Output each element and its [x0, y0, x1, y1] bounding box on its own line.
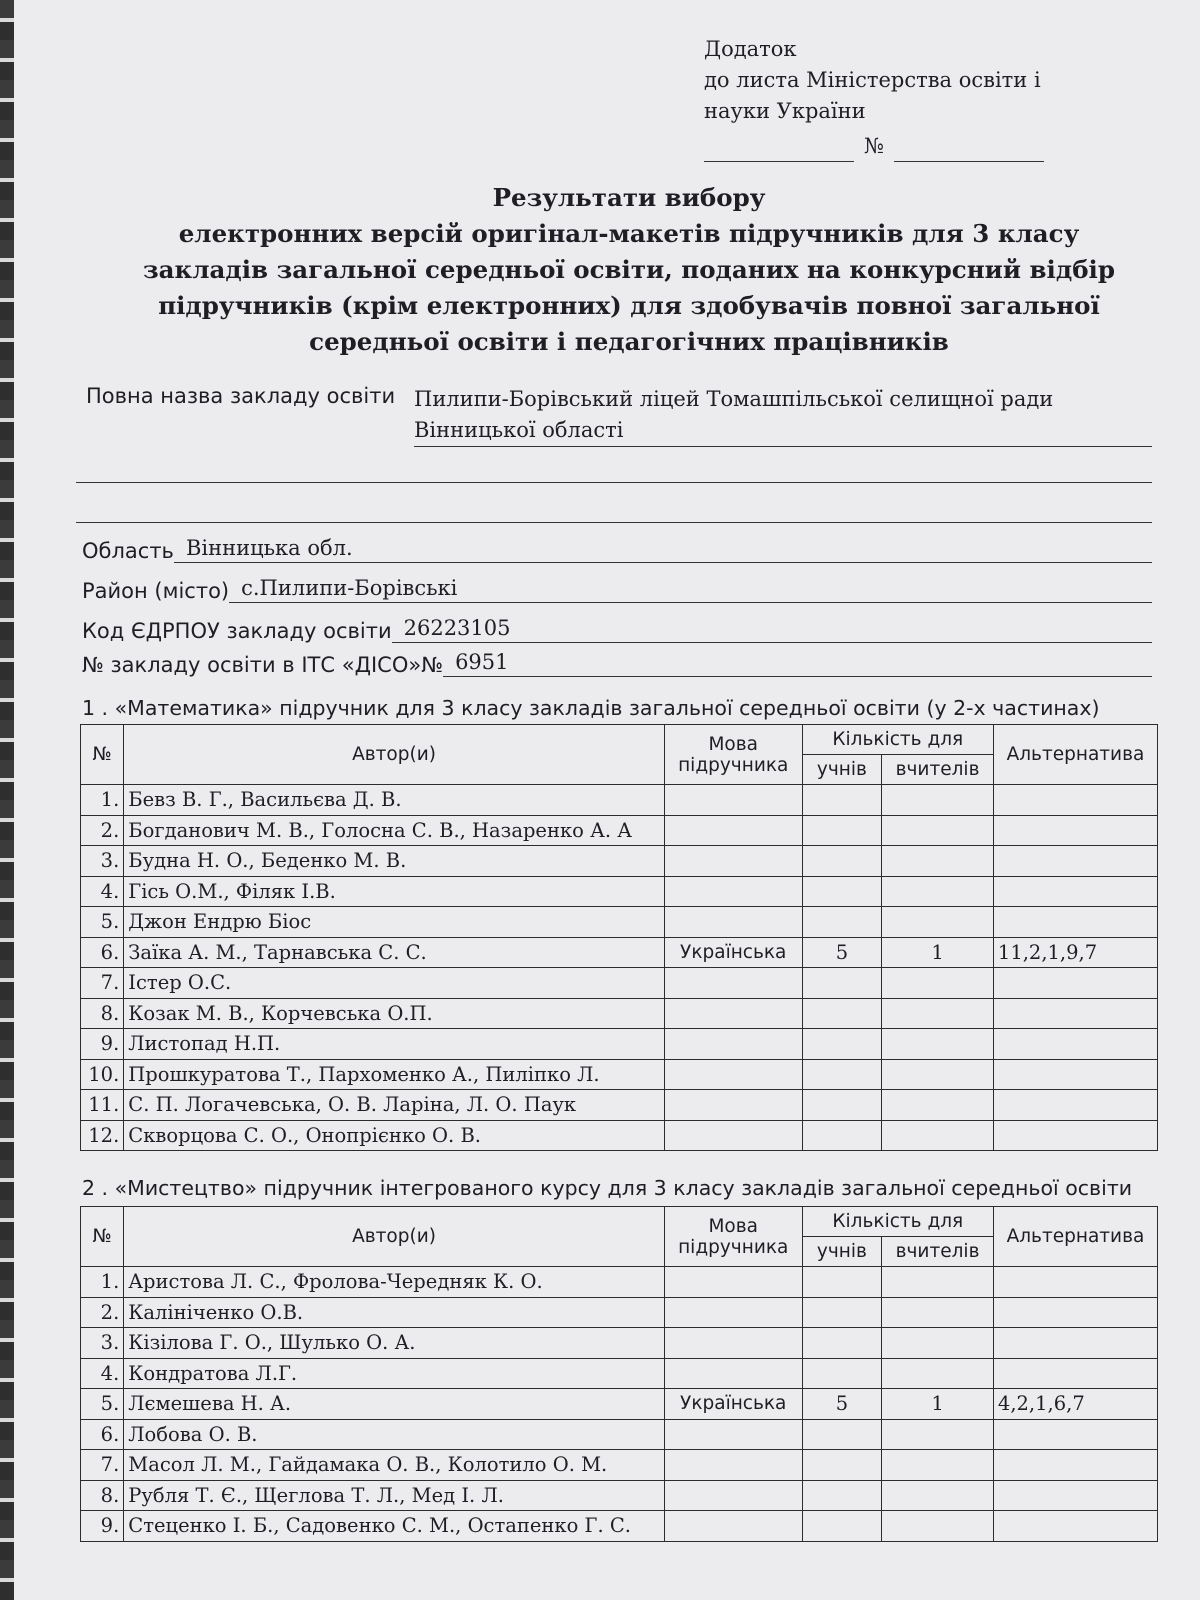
row-language: Українська [664, 1389, 802, 1420]
row-author: Лємешева Н. А. [124, 1389, 665, 1420]
row-teachers-count [882, 815, 994, 846]
row-language [664, 785, 802, 816]
col-alt-header: Альтернатива [993, 725, 1157, 785]
table-row [81, 1297, 1158, 1328]
row-number: 1. [81, 1267, 124, 1298]
row-language: Українська [664, 937, 802, 968]
row-students-count [802, 1480, 882, 1511]
row-language [664, 876, 802, 907]
row-language [664, 1358, 802, 1389]
table-row [81, 1419, 1158, 1450]
row-author: Масол Л. М., Гайдамака О. В., Колотило О. М. [124, 1450, 665, 1481]
edrpou-field [82, 614, 1152, 643]
row-teachers-count: 1 [882, 937, 994, 968]
row-author: Богданович М. В., Голосна С. В., Назаренко А. А [124, 815, 665, 846]
row-teachers-count [882, 1059, 994, 1090]
fullname-value [414, 384, 1152, 447]
art-results-table [80, 1206, 1158, 1542]
section-2-title: 2 . «Мистецтво» підручник інтегрованого курсу для 3 класу закладів загальної середньої освіти [82, 1176, 1133, 1200]
edrpou-value: 26223105 [392, 614, 1152, 643]
addendum-block [704, 34, 1044, 162]
table-row [81, 785, 1158, 816]
col-lang-header: Мова підручника [664, 725, 802, 785]
col-students-header: учнів [802, 1237, 882, 1267]
row-author: Кізілова Г. О., Шулько О. А. [124, 1328, 665, 1359]
col-author-header: Автор(и) [124, 725, 665, 785]
row-students-count: 5 [802, 1389, 882, 1420]
table-row [81, 998, 1158, 1029]
row-language [664, 1059, 802, 1090]
row-students-count [802, 1267, 882, 1298]
fullname-line-2: Вінницької області [414, 418, 624, 442]
table-row [81, 1358, 1158, 1389]
row-teachers-count [882, 1267, 994, 1298]
row-alternative [993, 1419, 1157, 1450]
row-students-count [802, 968, 882, 999]
row-students-count [802, 1358, 882, 1389]
row-students-count [802, 785, 882, 816]
row-language [664, 1267, 802, 1298]
table-row [81, 1328, 1158, 1359]
row-author: Кондратова Л.Г. [124, 1358, 665, 1389]
table-row [81, 1029, 1158, 1060]
its-value: 6951 [443, 648, 1152, 677]
row-number: 11. [81, 1090, 124, 1121]
row-language [664, 1029, 802, 1060]
row-students-count [802, 1450, 882, 1481]
row-author: Стеценко І. Б., Садовенко С. М., Остапенко Г. С. [124, 1511, 665, 1542]
addendum-line-1: Додаток [704, 37, 797, 61]
blank-line [76, 482, 1152, 483]
table-row [81, 876, 1158, 907]
row-teachers-count [882, 998, 994, 1029]
number-sign: № [864, 134, 884, 158]
row-alternative [993, 968, 1157, 999]
row-language [664, 1297, 802, 1328]
addendum-line-3: науки України [704, 99, 866, 123]
col-alt-header: Альтернатива [993, 1207, 1157, 1267]
row-number: 3. [81, 846, 124, 877]
row-author: Рубля Т. Є., Щеглова Т. Л., Мед І. Л. [124, 1480, 665, 1511]
table-row [81, 1059, 1158, 1090]
row-alternative: 11,2,1,9,7 [993, 937, 1157, 968]
row-number: 7. [81, 1450, 124, 1481]
row-number: 3. [81, 1328, 124, 1359]
table-row [81, 907, 1158, 938]
row-teachers-count [882, 876, 994, 907]
its-label: № закладу освіти в ІТС «ДІСО»№ [82, 653, 444, 677]
fullname-label: Повна назва закладу освіти [86, 384, 396, 408]
row-language [664, 846, 802, 877]
row-students-count [802, 1059, 882, 1090]
title-line-4: підручників (крім електронних) для здобувачів повної загальної [158, 291, 1100, 320]
fullname-line-1: Пилипи-Борівський ліцей Томашпільської селищної ради [414, 387, 1054, 411]
col-author-header: Автор(и) [124, 1207, 665, 1267]
row-language [664, 998, 802, 1029]
number-blank [894, 143, 1044, 162]
row-alternative [993, 1090, 1157, 1121]
blank-line [76, 522, 1152, 523]
row-teachers-count [882, 907, 994, 938]
row-number: 5. [81, 1389, 124, 1420]
row-language [664, 907, 802, 938]
row-teachers-count [882, 1358, 994, 1389]
col-teachers-header: вчителів [882, 755, 994, 785]
row-language [664, 1511, 802, 1542]
col-teachers-header: вчителів [882, 1237, 994, 1267]
document-title [94, 180, 1164, 360]
title-line-1: Результати вибору [492, 183, 766, 212]
row-number: 4. [81, 1358, 124, 1389]
row-author: Листопад Н.П. [124, 1029, 665, 1060]
table-row [81, 1090, 1158, 1121]
row-teachers-count [882, 785, 994, 816]
row-teachers-count: 1 [882, 1389, 994, 1420]
row-students-count [802, 1419, 882, 1450]
row-students-count [802, 1090, 882, 1121]
its-field [82, 648, 1152, 677]
title-line-2: електронних версій оригінал-макетів підручників для 3 класу [178, 219, 1080, 248]
row-alternative [993, 1358, 1157, 1389]
row-alternative [993, 1059, 1157, 1090]
row-language [664, 1328, 802, 1359]
row-alternative [993, 785, 1157, 816]
row-number: 4. [81, 876, 124, 907]
col-count-header: Кількість для [802, 725, 993, 755]
row-author: Прошкуратова Т., Пархоменко А., Пиліпко Л. [124, 1059, 665, 1090]
row-author: С. П. Логачевська, О. В. Ларіна, Л. О. Паук [124, 1090, 665, 1121]
col-students-header: учнів [802, 755, 882, 785]
region-label: Область [82, 539, 174, 563]
row-author: Лобова О. В. [124, 1419, 665, 1450]
row-students-count [802, 1029, 882, 1060]
row-language [664, 968, 802, 999]
row-teachers-count [882, 1480, 994, 1511]
title-line-5: середньої освіти і педагогічних працівників [309, 327, 949, 356]
row-language [664, 1419, 802, 1450]
row-number: 6. [81, 937, 124, 968]
region-field [82, 534, 1152, 563]
row-number: 9. [81, 1029, 124, 1060]
row-students-count [802, 1511, 882, 1542]
addendum-number-line [704, 131, 1044, 162]
row-number: 6. [81, 1419, 124, 1450]
row-students-count: 5 [802, 937, 882, 968]
row-students-count [802, 846, 882, 877]
district-value: с.Пилипи-Борівські [229, 574, 1152, 603]
section-1-title: 1 . «Математика» підручник для 3 класу закладів загальної середньої освіти (у 2-х частинах) [82, 696, 1100, 720]
row-alternative [993, 815, 1157, 846]
row-number: 9. [81, 1511, 124, 1542]
row-alternative [993, 998, 1157, 1029]
row-alternative [993, 876, 1157, 907]
col-num-header: № [81, 725, 124, 785]
row-students-count [802, 876, 882, 907]
table-row [81, 1480, 1158, 1511]
table-row [81, 815, 1158, 846]
row-students-count [802, 1297, 882, 1328]
row-number: 8. [81, 998, 124, 1029]
row-alternative [993, 1267, 1157, 1298]
document-page [14, 0, 1200, 1600]
title-line-3: закладів загальної середньої освіти, поданих на конкурсний відбір [143, 255, 1115, 284]
table-row [81, 1511, 1158, 1542]
row-alternative [993, 1450, 1157, 1481]
row-alternative [993, 1297, 1157, 1328]
row-students-count [802, 815, 882, 846]
row-teachers-count [882, 846, 994, 877]
table-row [81, 1267, 1158, 1298]
row-students-count [802, 907, 882, 938]
row-students-count [802, 1120, 882, 1151]
row-author: Бевз В. Г., Васильєва Д. В. [124, 785, 665, 816]
district-field [82, 574, 1152, 603]
row-teachers-count [882, 1090, 994, 1121]
row-alternative [993, 846, 1157, 877]
row-author: Заїка А. М., Тарнавська С. С. [124, 937, 665, 968]
row-teachers-count [882, 1297, 994, 1328]
table-row [81, 1120, 1158, 1151]
table-row [81, 968, 1158, 999]
row-number: 2. [81, 815, 124, 846]
math-results-table [80, 724, 1158, 1151]
col-num-header: № [81, 1207, 124, 1267]
table-row [81, 937, 1158, 968]
row-number: 5. [81, 907, 124, 938]
row-number: 10. [81, 1059, 124, 1090]
row-number: 2. [81, 1297, 124, 1328]
row-number: 7. [81, 968, 124, 999]
row-language [664, 1480, 802, 1511]
row-language [664, 815, 802, 846]
region-value: Вінницька обл. [174, 534, 1152, 563]
row-teachers-count [882, 1511, 994, 1542]
row-alternative: 4,2,1,6,7 [993, 1389, 1157, 1420]
table-row [81, 1450, 1158, 1481]
row-language [664, 1450, 802, 1481]
row-alternative [993, 1480, 1157, 1511]
edrpou-label: Код ЄДРПОУ закладу освіти [82, 619, 392, 643]
row-author: Істер О.С. [124, 968, 665, 999]
col-lang-header: Мова підручника [664, 1207, 802, 1267]
row-teachers-count [882, 1450, 994, 1481]
row-alternative [993, 907, 1157, 938]
row-author: Джон Ендрю Біос [124, 907, 665, 938]
row-alternative [993, 1328, 1157, 1359]
row-number: 12. [81, 1120, 124, 1151]
row-author: Гісь О.М., Філяк І.В. [124, 876, 665, 907]
row-teachers-count [882, 1328, 994, 1359]
row-students-count [802, 1328, 882, 1359]
table-row [81, 846, 1158, 877]
addendum-line-2: до листа Міністерства освіти і [704, 68, 1041, 92]
row-author: Козак М. В., Корчевська О.П. [124, 998, 665, 1029]
row-number: 8. [81, 1480, 124, 1511]
row-teachers-count [882, 1120, 994, 1151]
col-count-header: Кількість для [802, 1207, 993, 1237]
row-author: Калініченко О.В. [124, 1297, 665, 1328]
row-alternative [993, 1511, 1157, 1542]
row-teachers-count [882, 1029, 994, 1060]
date-blank [704, 143, 854, 162]
row-language [664, 1090, 802, 1121]
row-author: Скворцова С. О., Онопрієнко О. В. [124, 1120, 665, 1151]
row-alternative [993, 1029, 1157, 1060]
row-author: Будна Н. О., Беденко М. В. [124, 846, 665, 877]
row-teachers-count [882, 968, 994, 999]
row-students-count [802, 998, 882, 1029]
table-row [81, 1389, 1158, 1420]
row-language [664, 1120, 802, 1151]
row-number: 1. [81, 785, 124, 816]
row-teachers-count [882, 1419, 994, 1450]
district-label: Район (місто) [82, 579, 230, 603]
row-author: Аристова Л. С., Фролова-Чередняк К. О. [124, 1267, 665, 1298]
page-edge-background [0, 0, 14, 1600]
row-alternative [993, 1120, 1157, 1151]
